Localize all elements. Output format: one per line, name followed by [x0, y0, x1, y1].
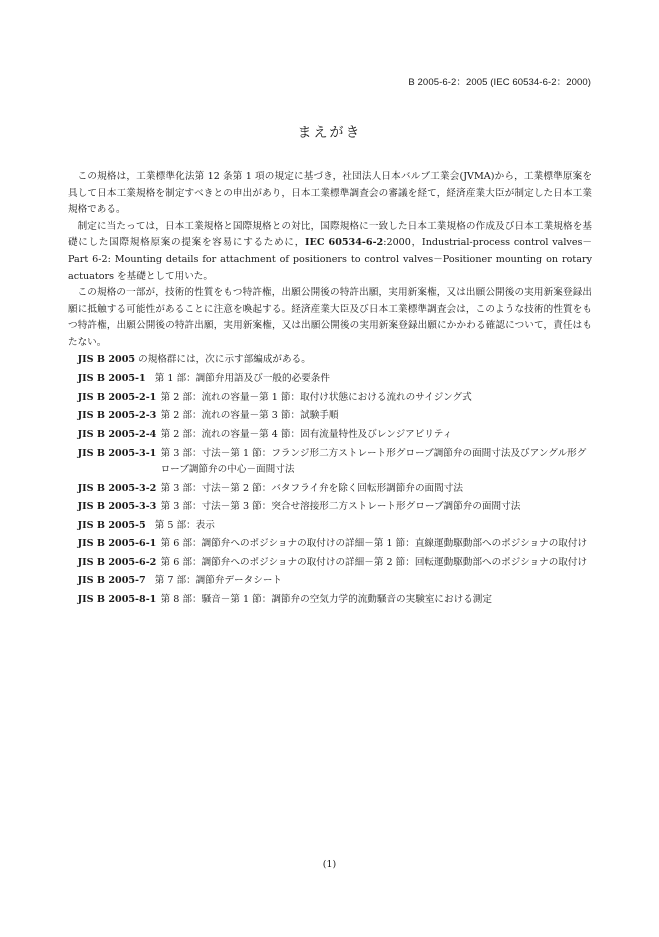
parts-list [68, 371, 592, 608]
part-description: 第 5 部：表示 [154, 519, 215, 531]
part-code: JIS B 2005-8-1 [77, 594, 157, 606]
list-item [78, 536, 592, 552]
basis-standard-code: IEC 60534-6-2 [305, 237, 384, 249]
part-code: JIS B 2005-3-1 [77, 447, 157, 459]
part-description: 第 3 部：寸法－第 3 節：突合せ溶接形二方ストレート形グローブ調節弁の面間寸法 [160, 501, 521, 513]
part-code: JIS B 2005-1 [77, 373, 146, 385]
list-item [78, 427, 592, 443]
basis-text-before: 制定に当たっては，日本工業規格と国際規格との対比，国際規格に一致した日本工業規格の作成及び日本工業規格を基礎にした国際規格原案の提案を容易にするために， [68, 220, 592, 249]
list-item [78, 408, 592, 424]
list-item [78, 390, 592, 406]
list-item [78, 573, 592, 589]
page-number: (1) [322, 859, 337, 870]
part-code: JIS B 2005-3-2 [77, 482, 157, 494]
part-code: JIS B 2005-2-1 [77, 391, 157, 403]
paragraph-enactment: この規格は，工業標準化法第 12 条第 1 項の規定に基づき，社団法人日本バルブ工業会(JVMA)から，工業標準原案を具して日本工業規格を制定すべきとの申出があり，日本工業標準調査会の審議を経て，経済産業大臣が制定した日本工業規格である。 [68, 171, 592, 216]
paragraph-basis [68, 219, 592, 285]
list-item [78, 371, 592, 387]
list-item [78, 446, 592, 479]
part-code: JIS B 2005-5 [77, 519, 146, 531]
part-description: 第 2 部：流れの容量－第 4 節：固有流量特性及びレンジアビリティ [160, 428, 453, 440]
part-description: 第 1 部：調節弁用語及び一般的必要条件 [154, 373, 330, 385]
list-item [78, 555, 592, 571]
part-code: JIS B 2005-6-2 [77, 556, 157, 568]
part-code: JIS B 2005-2-3 [77, 410, 157, 422]
part-description: 第 6 部：調節弁へのポジショナの取付けの詳細－第 1 節：直線運動駆動部へのポジショナの取付け [160, 538, 588, 550]
part-code: JIS B 2005-3-3 [77, 501, 157, 513]
document-body [68, 169, 592, 611]
part-code: JIS B 2005-6-1 [77, 538, 157, 550]
list-item [78, 499, 592, 515]
list-item [78, 481, 592, 497]
part-description: 第 6 部：調節弁へのポジショナの取付けの詳細－第 2 節：回転運動駆動部へのポジショナの取付け [160, 556, 588, 568]
part-description: 第 2 部：流れの容量－第 1 節：取付け状態における流れのサイジング式 [160, 391, 472, 403]
parts-intro-code: JIS B 2005 [77, 353, 136, 365]
page-title: まえがき [297, 125, 362, 141]
standard-reference: B 2005-6-2：2005 (IEC 60534-6-2：2000) [408, 77, 591, 88]
part-code: JIS B 2005-2-4 [77, 428, 157, 440]
list-item [78, 518, 592, 534]
basis-text-after: :2000，Industrial-process control valves－Part 6-2: Mounting details for attachment of positioners to control valves－Positioner mounting on rotary actuators を基礎として用いた。 [68, 237, 593, 282]
part-description: 第 2 部：流れの容量－第 3 節：試験手順 [160, 410, 339, 422]
paragraph-patent-notice: この規格の一部が，技術的性質をもつ特許権，出願公開後の特許出願，実用新案権，又は出願公開後の実用新案登録出願に抵触する可能性があることに注意を喚起する。経済産業大臣及び日本工業標準調査会は，このような技術的性質をもつ特許権，出願公開後の特許出願，実用新案権，又は出願公開後の実用新案登録出願にかかわる確認について，責任はもたない。 [68, 287, 592, 348]
parts-intro-text: の規格群には，次に示す部編成がある。 [135, 353, 311, 365]
part-description: 第 7 部：調節弁データシート [154, 575, 283, 587]
part-description: 第 3 部：寸法－第 1 節：フランジ形二方ストレート形グローブ調節弁の面間寸法及びアングル形グローブ調節弁の中心－面間寸法 [160, 447, 587, 475]
part-code: JIS B 2005-7 [77, 575, 146, 587]
part-description: 第 3 部：寸法－第 2 節：バタフライ弁を除く回転形調節弁の面間寸法 [160, 482, 463, 494]
part-description: 第 8 部：騒音－第 1 節：調節弁の空気力学的流動騒音の実験室における測定 [160, 594, 492, 606]
list-item [78, 592, 592, 608]
paragraph-parts-intro [68, 352, 592, 369]
